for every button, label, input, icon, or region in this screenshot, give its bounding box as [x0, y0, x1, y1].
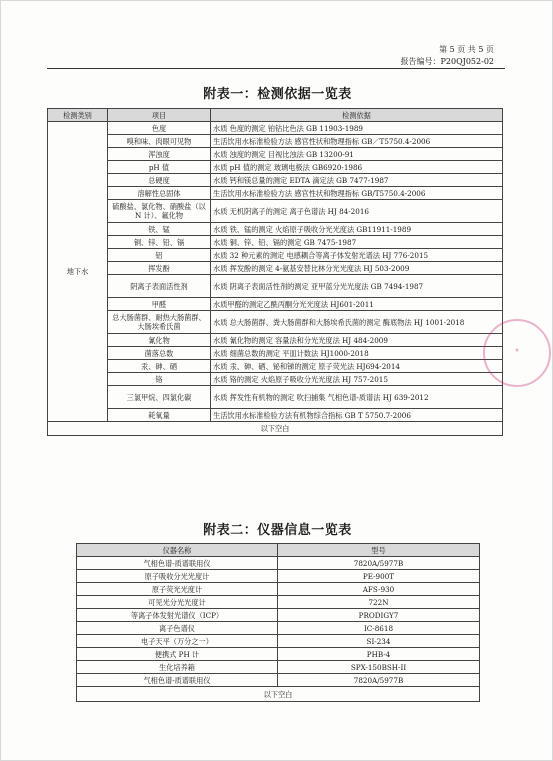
- page-info: 第 5 页 共 5 页: [439, 45, 494, 54]
- basis-cell: 生活饮用水标准检验方法 感官性状和物理指标 GB／T5750.4-2006: [211, 135, 503, 148]
- item-cell: 汞、砷、硒: [108, 360, 211, 373]
- table-row: [48, 386, 503, 409]
- blank-below-note: 以下空白: [77, 687, 480, 702]
- table-row: [48, 360, 503, 373]
- instrument-name-cell: 生化培养箱: [77, 661, 278, 674]
- item-cell: 甲醛: [108, 298, 211, 311]
- item-cell: 浑浊度: [108, 148, 211, 161]
- basis-cell: 水质 阴离子表面活性剂的测定 亚甲蓝分光光度法 GB 7494-1987: [211, 275, 503, 298]
- item-cell: 硫酸盐、氯化物、硝酸盐（以 N 计）、氟化物: [108, 200, 211, 223]
- table-row: [48, 223, 503, 236]
- item-cell: 铝: [108, 249, 211, 262]
- basis-cell: 水质 汞、砷、硒、铋和锑的测定 原子荧光法 HJ694-2014: [211, 360, 503, 373]
- model-cell: PRODIGY7: [278, 609, 480, 622]
- basis-cell: 水质 细菌总数的测定 平皿计数法 HJ1000-2018: [211, 347, 503, 360]
- table-row: [77, 622, 480, 635]
- model-cell: 722N: [278, 596, 480, 609]
- table-footer-row: [48, 422, 503, 436]
- table-header-row: [77, 544, 480, 557]
- instrument-name-cell: 气相色谱-质谱联用仪: [77, 557, 278, 570]
- basis-cell: 水质 32 种元素的测定 电感耦合等离子体发射光谱法 HJ 776-2015: [211, 249, 503, 262]
- detection-basis-table: [47, 108, 503, 436]
- item-cell: 嗅和味、肉眼可见物: [108, 135, 211, 148]
- basis-cell: 生活饮用水标准检验方法有机物综合指标 GB T 5750.7-2006: [211, 409, 503, 422]
- table-row: [77, 557, 480, 570]
- category-cell: 地下水: [48, 122, 108, 422]
- header-rule: [47, 68, 505, 69]
- table-row: [48, 262, 503, 275]
- basis-cell: 水质 总大肠菌群、粪大肠菌群和大肠埃希氏菌的测定 酶底物法 HJ 1001-2018: [211, 311, 503, 334]
- model-cell: PE-900T: [278, 570, 480, 583]
- instrument-info-table: [76, 543, 480, 702]
- model-cell: SI-234: [278, 635, 480, 648]
- table-row: [77, 609, 480, 622]
- column-header: 仪器名称: [77, 544, 278, 557]
- column-header: 检测依据: [211, 109, 503, 122]
- blank-below-note: 以下空白: [48, 422, 503, 436]
- column-header: 项目: [108, 109, 211, 122]
- model-cell: AFS-930: [278, 583, 480, 596]
- table-row: [77, 583, 480, 596]
- table-footer-row: [77, 687, 480, 702]
- basis-cell: 水质 铬的测定 火焰原子吸收分光光度法 HJ 757-2015: [211, 373, 503, 386]
- item-cell: 铜、锌、铅、镉: [108, 236, 211, 249]
- table-row: [77, 674, 480, 687]
- instrument-name-cell: 便携式 PH 计: [77, 648, 278, 661]
- table-row: [48, 373, 503, 386]
- model-cell: 7820A/5977B: [278, 557, 480, 570]
- table-row: [77, 570, 480, 583]
- basis-cell: 水质 钙和镁总量的测定 EDTA 滴定法 GB 7477-1987: [211, 174, 503, 187]
- column-header: 检测类别: [48, 109, 108, 122]
- basis-cell: 水质 铜、锌、铅、镉的测定 GB 7475-1987: [211, 236, 503, 249]
- item-cell: 色度: [108, 122, 211, 135]
- report-number: 报告编号：P20QJ052-02: [400, 57, 494, 66]
- table2-title: 附表二：仪器信息一览表: [203, 523, 352, 538]
- basis-cell: 水质 pH 值的测定 玻璃电极法 GB6920-1986: [211, 161, 503, 174]
- item-cell: 铁、锰: [108, 223, 211, 236]
- table-row: [48, 161, 503, 174]
- basis-cell: 水质甲醛的测定乙酰丙酮分光光度法 HJ601-2011: [211, 298, 503, 311]
- table-header-row: [48, 109, 503, 122]
- instrument-name-cell: 原子荧光光度计: [77, 583, 278, 596]
- basis-cell: 生活饮用水标准检验方法 感官性状和物理指标 GB/T5750.4-2006: [211, 187, 503, 200]
- basis-cell: 水质 挥发性有机物的测定 吹扫捕集 气相色谱-质谱法 HJ 639-2012: [211, 386, 503, 409]
- official-seal-stamp: ★: [483, 319, 551, 387]
- table-row: [48, 334, 503, 347]
- table-row: [48, 187, 503, 200]
- table-row: [48, 200, 503, 223]
- table-row: [48, 174, 503, 187]
- table-row: [48, 311, 503, 334]
- basis-cell: 水质 氰化物的测定 容量法和分光光度法 HJ 484-2009: [211, 334, 503, 347]
- table-row: [48, 275, 503, 298]
- instrument-name-cell: 气相色谱-质谱联用仪: [77, 674, 278, 687]
- model-cell: PHB-4: [278, 648, 480, 661]
- table-row: [48, 298, 503, 311]
- table-row: [48, 122, 503, 135]
- item-cell: 菌落总数: [108, 347, 211, 360]
- table-row: [77, 648, 480, 661]
- model-cell: SPX-150BSH-II: [278, 661, 480, 674]
- basis-cell: 水质 色度的测定 铂钴比色法 GB 11903-1989: [211, 122, 503, 135]
- table-row: [48, 249, 503, 262]
- table-row: [77, 661, 480, 674]
- item-cell: 三氯甲烷、四氯化碳: [108, 386, 211, 409]
- column-header: 型号: [278, 544, 480, 557]
- table-row: [48, 135, 503, 148]
- table1-title: 附表一：检测依据一览表: [203, 87, 352, 102]
- item-cell: 耗氧量: [108, 409, 211, 422]
- instrument-name-cell: 等离子体发射光谱仪（ICP）: [77, 609, 278, 622]
- item-cell: pH 值: [108, 161, 211, 174]
- item-cell: 氰化物: [108, 334, 211, 347]
- instrument-name-cell: 原子吸收分光光度计: [77, 570, 278, 583]
- instrument-name-cell: 可见光分光光度计: [77, 596, 278, 609]
- instrument-name-cell: 离子色谱仪: [77, 622, 278, 635]
- model-cell: IC-8618: [278, 622, 480, 635]
- item-cell: 铬: [108, 373, 211, 386]
- table-row: [77, 635, 480, 648]
- table-row: [77, 596, 480, 609]
- item-cell: 溶解性总固体: [108, 187, 211, 200]
- table-row: [48, 347, 503, 360]
- basis-cell: 水质 挥发酚的测定 4-氨基安替比林分光光度法 HJ 503-2009: [211, 262, 503, 275]
- item-cell: 总硬度: [108, 174, 211, 187]
- table-row: [48, 236, 503, 249]
- item-cell: 总大肠菌群、耐热大肠菌群、大肠埃希氏菌: [108, 311, 211, 334]
- basis-cell: 水质 铁、锰的测定 火焰原子吸收分光光度法 GB11911-1989: [211, 223, 503, 236]
- model-cell: 7820A/5977B: [278, 674, 480, 687]
- item-cell: 阴离子表面活性剂: [108, 275, 211, 298]
- instrument-name-cell: 电子天平（万分之一）: [77, 635, 278, 648]
- table-row: [48, 148, 503, 161]
- item-cell: 挥发酚: [108, 262, 211, 275]
- basis-cell: 水质 无机阴离子的测定 离子色谱法 HJ 84-2016: [211, 200, 503, 223]
- basis-cell: 水质 浊度的测定 目视比浊法 GB 13200-91: [211, 148, 503, 161]
- table-row: [48, 409, 503, 422]
